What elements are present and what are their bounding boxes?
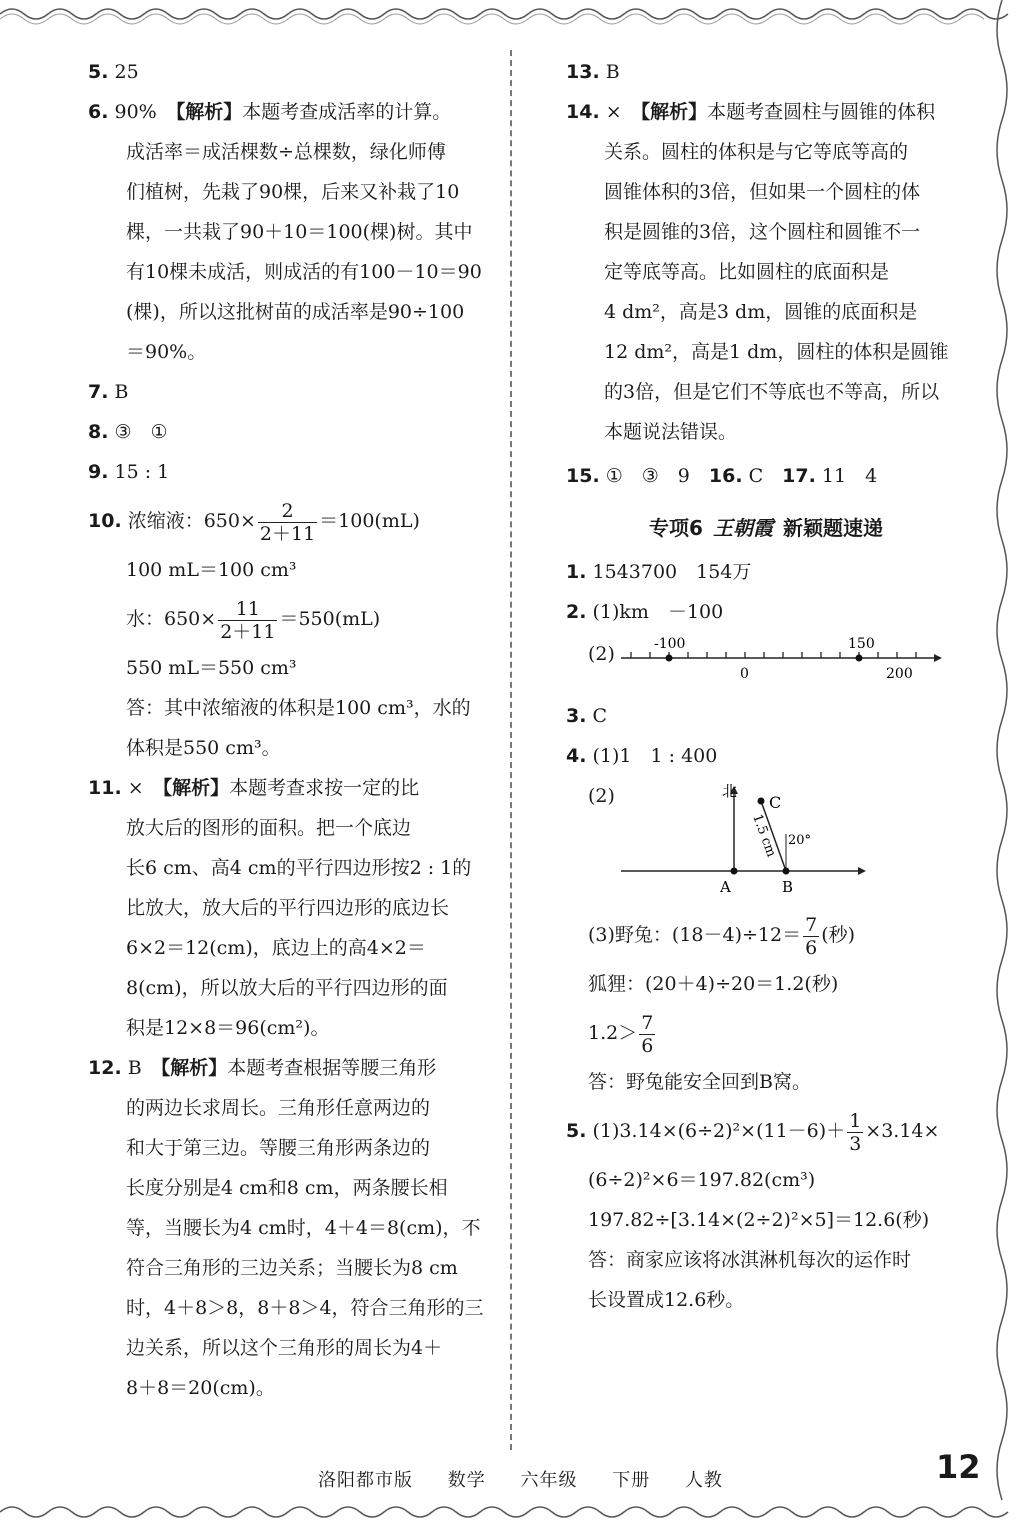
answer-9: 9. 15 : 1 — [88, 461, 170, 483]
label-150: 150 — [848, 636, 875, 652]
arrow-icon — [858, 867, 866, 875]
label-200: 200 — [886, 666, 913, 682]
svg-text:北: 北 — [722, 782, 738, 800]
answer-10: 10. 浓缩液：650× $\frac{2}{2+11}$ ＝100(mL) 100 mL＝100 cm³ 水：650× $\frac{11}{2+11}$ ＝550(mL) 550 mL＝550 cm³ 答：其中浓缩液的体积是100 cm³，水的 体积是550 cm³。 — [88, 499, 471, 759]
fraction: $\frac{1}{3}$ — [849, 1109, 862, 1155]
point-minus-100 — [666, 655, 673, 662]
svg-text:B: B — [782, 878, 794, 896]
fraction: $\frac{11}{2+11}$ — [220, 597, 276, 643]
special-answer-1: 1. 1543700 154万 — [566, 561, 752, 583]
svg-text:C: C — [769, 793, 782, 812]
point-150 — [856, 655, 863, 662]
answer-8: 8. ③ ① — [88, 421, 168, 443]
svg-text:1.5 cm: 1.5 cm — [749, 812, 779, 860]
page-number: 12 — [936, 1448, 981, 1486]
bottom-wavy-border — [0, 1500, 1017, 1528]
right-column — [566, 52, 966, 1320]
special-answer-5: 5. (1)3.14×(6÷2)²×(11－6)＋ $\frac{1}{3}$ ×3.14× (6÷2)²×6＝197.82(cm³) 197.82÷[3.14×(2÷2)²×5]＝12.6(秒) 答：商家应该将冰淇淋机每次的运作时 长设置成12.6秒。 — [566, 1109, 940, 1311]
section-heading: 专项6 王朝霞 新颖题速递 — [649, 516, 883, 540]
answers-15-17: 15. ① ③ 9 16. C 17. 11 4 — [566, 465, 878, 487]
direction-diagram-row: (2) 北 C A B 20° 1.5 cm — [566, 776, 966, 906]
svg-text:20°: 20° — [788, 833, 812, 848]
column-divider — [510, 50, 512, 1450]
point-c — [758, 798, 765, 805]
answer-5: 5. 25 — [88, 61, 139, 83]
right-wavy-border — [987, 0, 1017, 1536]
label-minus-100: -100 — [654, 636, 686, 652]
page-footer: 洛阳都市版 数学 六年级 下册 人教 — [318, 1470, 723, 1491]
answer-12: 12. B 【解析】本题考查根据等腰三角形 的两边长求周长。三角形任意两边的 和大于第三边。等腰三角形两条边的 长度分别是4 cm和8 cm，两条腰长相 等，当腰长为4 cm时，4＋4＝8(cm)，不 符合三角形的三边关系；当腰长为8 cm 时，4＋8＞8，8＋8＞4，符合三角形的三 边关系，所以这个三角形的周长为4＋ 8＋8＝20(cm)。 — [88, 1057, 484, 1399]
arrow-icon — [934, 654, 942, 662]
point-a — [731, 868, 738, 875]
answer-14: 14. × 【解析】本题考查圆柱与圆锥的体积 关系。圆柱的体积是与它等底等高的 圆锥体积的3倍，但如果一个圆柱的体 积是圆锥的3倍，这个圆柱和圆锥不一 定等底等高。比如圆柱的底面积是 4 dm²，高是3 dm，圆锥的底面积是 12 dm²，高是1 dm，圆柱的体积是圆锥 的3倍，但是它们不等底也不等高，所以 本题说法错误。 — [566, 101, 949, 443]
point-b — [783, 868, 790, 875]
fraction: $\frac{7}{6}$ — [805, 913, 818, 959]
answer-7: 7. B — [88, 381, 129, 403]
special-answer-4: 4. (1)1 1 : 400 (2) 北 C A B 20° 1.5 cm (3)野兔：(18－4)÷12＝ $\frac{7}{6}$ (秒) 狐狸：(20＋4)÷20＝1.2(秒) 1.2＞ $\frac{7}{6}$ 答：野兔能安全回到B窝。 — [566, 736, 966, 1102]
brand-logo-text: 王朝霞 — [712, 516, 773, 540]
top-wavy-border — [0, 0, 1017, 28]
svg-text:A: A — [720, 878, 731, 896]
label-0: 0 — [740, 666, 749, 682]
answer-13: 13. B — [566, 61, 620, 83]
answer-6: 6. 90% 【解析】本题考查成活率的计算。 成活率＝成活棵数÷总棵数，绿化师傅 们植树，先栽了90棵，后来又补栽了10 棵，一共栽了90＋10＝100(棵)树。其中 有10棵未成活，则成活的有100－10＝90 (棵)，所以这批树苗的成活率是90÷100 ＝90%。 — [88, 101, 482, 363]
number-line-row: (2) -100 150 0 200 — [566, 632, 966, 696]
left-column — [88, 52, 488, 1408]
answer-11: 11. × 【解析】本题考查求按一定的比 放大后的图形的面积。把一个底边 长6 cm、高4 cm的平行四边形按2 : 1的 比放大，放大后的平行四边形的底边长 6×2＝12(cm)，底边上的高4×2＝ 8(cm)，所以放大后的平行四边形的面 积是12×8＝96(cm²)。 — [88, 777, 472, 1039]
fraction: $\frac{2}{2+11}$ — [259, 499, 316, 545]
number-line — [616, 632, 946, 696]
special-answer-3: 3. C — [566, 705, 608, 727]
fraction: $\frac{7}{6}$ — [641, 1011, 654, 1057]
special-answer-2: 2. (1)km －100 (2) -100 150 0 200 — [566, 592, 966, 696]
direction-diagram — [616, 776, 876, 906]
